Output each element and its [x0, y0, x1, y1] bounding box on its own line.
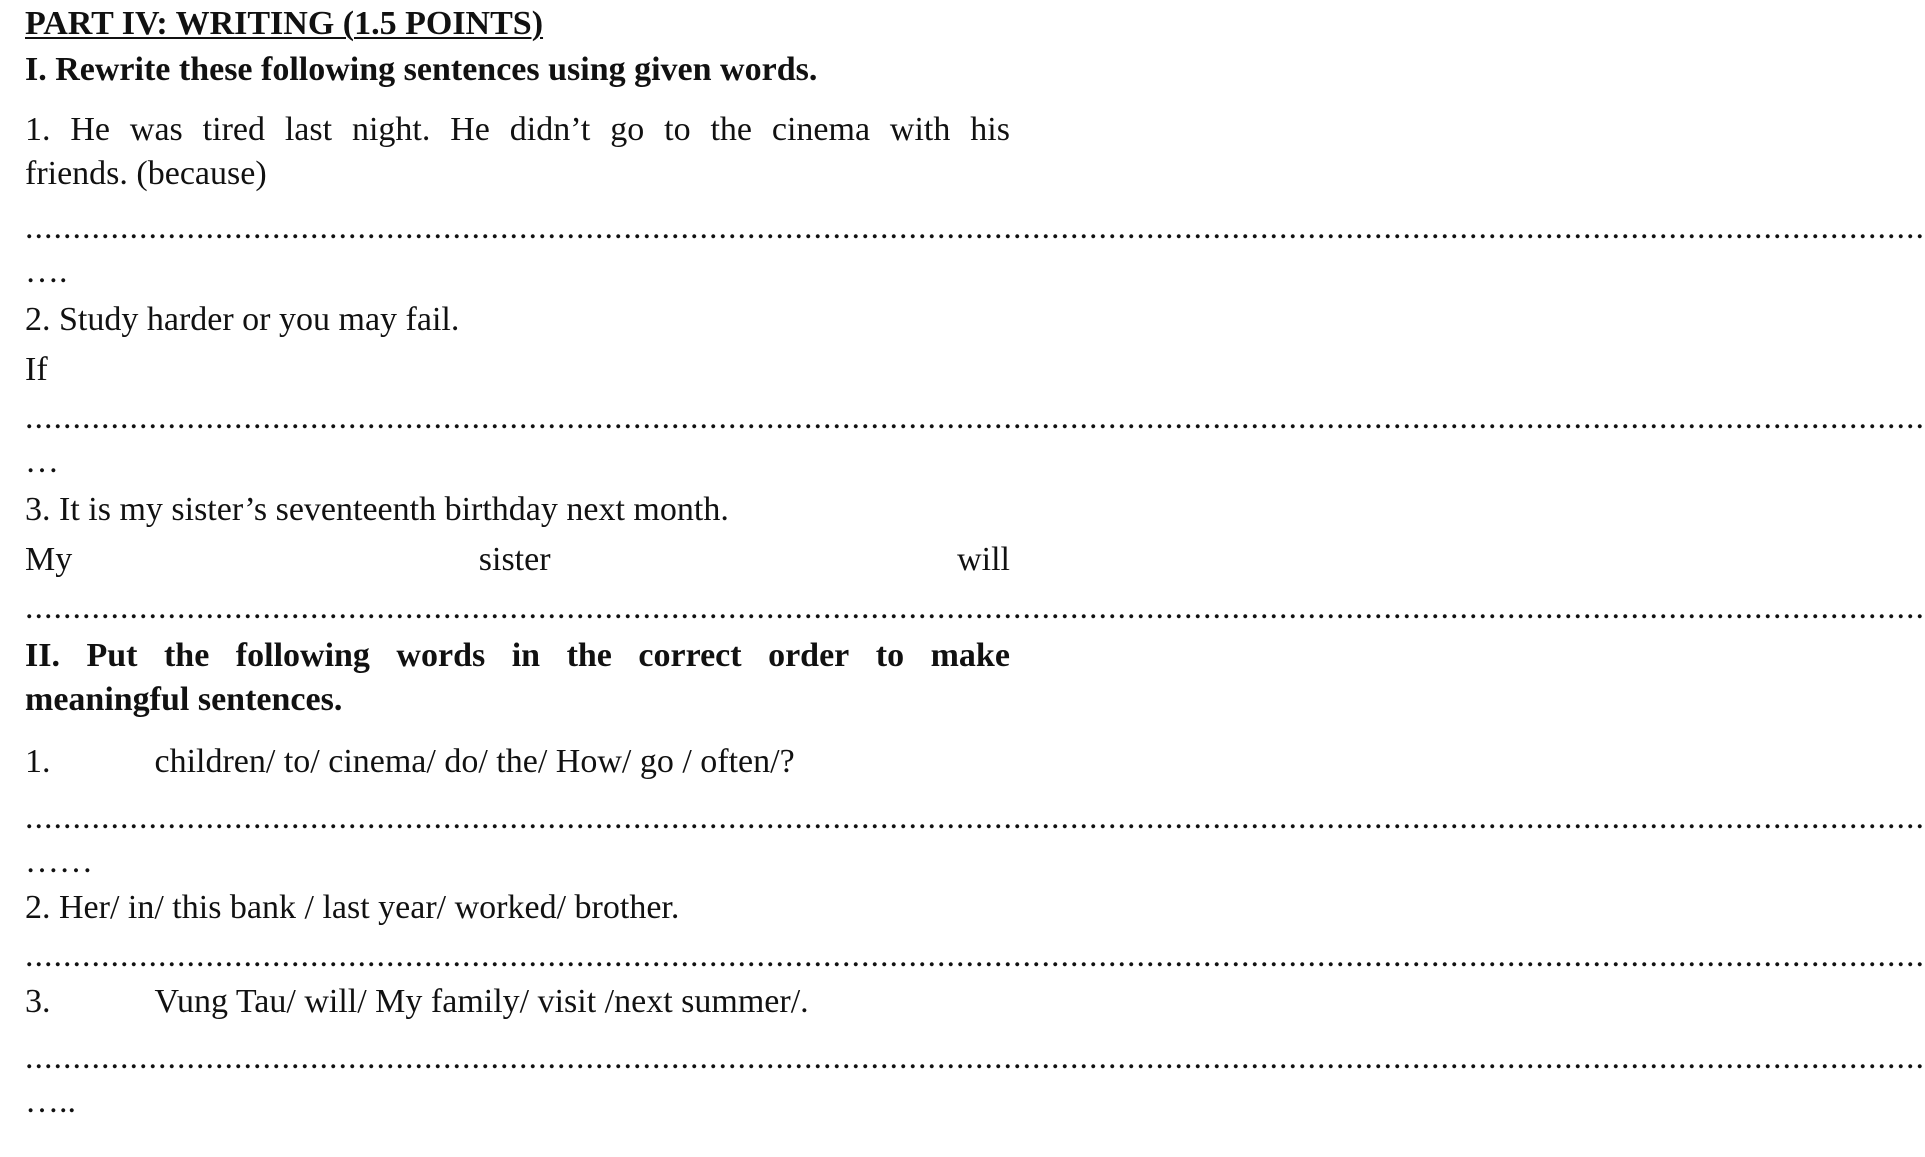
s1-q1-line2: friends. (because) — [25, 155, 267, 192]
s2-q3-answer-cont: ….. — [25, 1083, 76, 1120]
s1-q1-answer-line[interactable]: ........................................................................................................................................................................................................ — [25, 209, 1925, 246]
section2-heading-line1 — [25, 634, 1010, 678]
s1-q1-line1 — [25, 108, 1010, 152]
word: cinema — [771, 111, 871, 148]
s2-q2: 2. Her/ in/ this bank / last year/ worked/ brother. — [25, 889, 680, 926]
s1-q3-prompt: 3. It is my sister’s seventeenth birthday next month. — [25, 491, 729, 528]
word: will — [957, 541, 1010, 578]
word: didn’t — [509, 111, 591, 148]
s2-q1-num: 1. — [25, 743, 51, 780]
s2-q3 — [25, 980, 809, 1024]
word: II. — [25, 637, 60, 674]
s1-q1-answer-cont: …. — [25, 253, 68, 290]
word: tired — [202, 111, 265, 148]
word: order — [768, 637, 850, 674]
word: the — [710, 111, 752, 148]
word: in — [511, 637, 541, 674]
word: following — [235, 637, 370, 674]
s2-q1 — [25, 740, 795, 784]
word: words — [396, 637, 486, 674]
s2-q1-text: children/ to/ cinema/ do/ the/ How/ go / often/? — [154, 743, 795, 780]
word: to — [664, 111, 691, 148]
word: sister — [478, 541, 551, 578]
s1-q3-answer-line[interactable]: ........................................................................................................................................................................................................ — [25, 589, 1925, 626]
section2-heading-line2: meaningful sentences. — [25, 681, 343, 718]
s2-q2-answer-line[interactable]: ........................................................................................................................................................................................................ — [25, 937, 1925, 974]
s2-q1-answer-line[interactable]: ........................................................................................................................................................................................................ — [25, 799, 1925, 836]
s1-q2-answer-line[interactable]: ........................................................................................................................................................................................................ — [25, 399, 1925, 436]
word: Put — [86, 637, 138, 674]
s2-q3-text: Vung Tau/ will/ My family/ visit /next summer/. — [154, 983, 809, 1020]
word: the — [163, 637, 210, 674]
word: 1. — [25, 111, 51, 148]
word: last — [284, 111, 333, 148]
word: go — [610, 111, 645, 148]
s2-q3-answer-line[interactable]: ........................................................................................................................................................................................................ — [25, 1039, 1925, 1076]
word: My — [25, 541, 73, 578]
word: correct — [638, 637, 742, 674]
word: his — [970, 111, 1010, 148]
s1-q2-prompt: 2. Study harder or you may fail. — [25, 301, 460, 338]
word: to — [875, 637, 905, 674]
part-title: PART IV: WRITING (1.5 POINTS) — [25, 5, 544, 42]
word: was — [129, 111, 183, 148]
word: the — [566, 637, 612, 674]
word: with — [889, 111, 951, 148]
s1-q3-start — [25, 538, 1010, 582]
s1-q2-answer-cont: … — [25, 443, 59, 480]
s1-q2-start: If — [25, 351, 48, 388]
word: He — [450, 111, 490, 148]
s2-q3-num: 3. — [25, 983, 51, 1020]
s2-q1-answer-cont: …… — [25, 843, 93, 880]
word: He — [70, 111, 111, 148]
section1-heading: I. Rewrite these following sentences using given words. — [25, 51, 818, 88]
word: make — [930, 637, 1010, 674]
word: night. — [351, 111, 431, 148]
